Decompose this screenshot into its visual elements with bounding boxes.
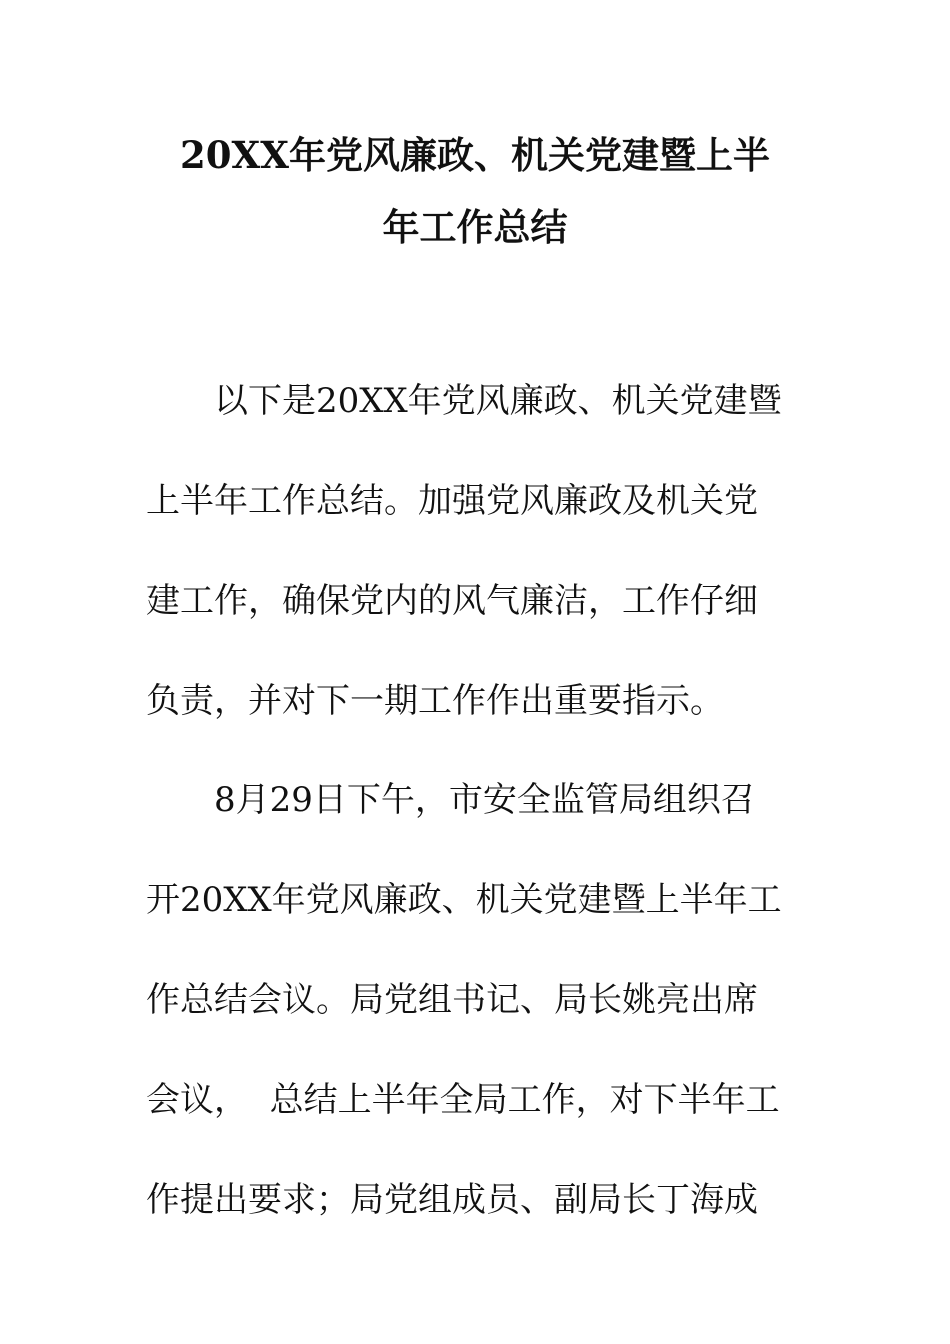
paragraph-1-line-2: 上半年工作总结。加强党风廉政及机关党 bbox=[146, 481, 758, 521]
paragraph-2-line-3: 作总结会议。局党组书记、局长姚亮出席 bbox=[146, 980, 758, 1020]
document-title-line-1: 20XX年党风廉政、机关党建暨上半 bbox=[180, 133, 770, 177]
paragraph-1-line-3: 建工作，确保党内的风气廉洁，工作仔细 bbox=[146, 581, 758, 621]
paragraph-1-line-4: 负责，并对下一期工作作出重要指示。 bbox=[146, 681, 724, 721]
paragraph-2-line-2: 开20XX年党风廉政、机关党建暨上半年工 bbox=[146, 880, 782, 920]
document-title-line-2: 年工作总结 bbox=[382, 205, 568, 249]
paragraph-2-line-1: 8月29日下午，市安全监管局组织召 bbox=[214, 780, 755, 820]
paragraph-1-line-1: 以下是20XX年党风廉政、机关党建暨 bbox=[214, 381, 782, 421]
paragraph-2-line-4: 会议， 总结上半年全局工作，对下半年工 bbox=[146, 1080, 780, 1120]
paragraph-2-line-5: 作提出要求；局党组成员、副局长丁海成 bbox=[146, 1180, 758, 1220]
